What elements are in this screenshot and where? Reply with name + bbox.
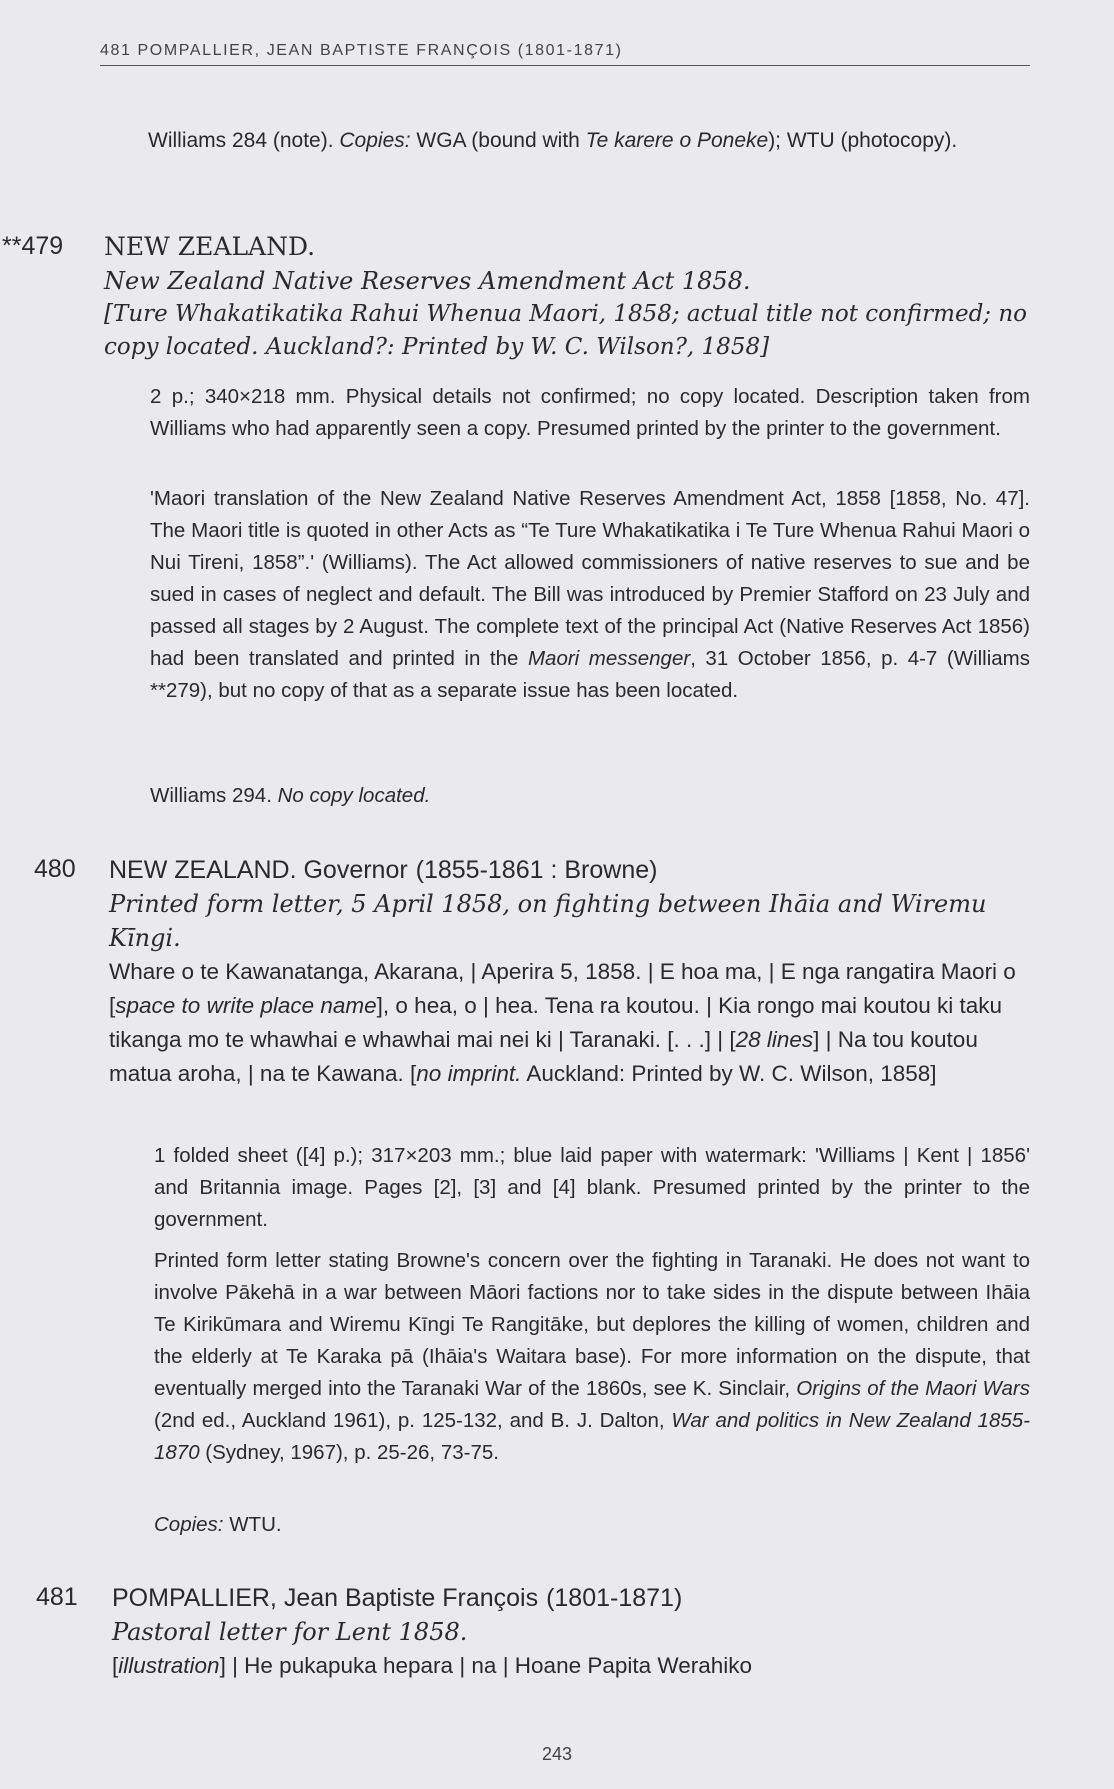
entry-480-note-italic-2: War and politics in New Zealand 1855-1870 (154, 1409, 1030, 1464)
entry-479-ref-italic: No copy located. (277, 784, 431, 807)
entry-479-note-end: , 31 October 1856, p. 4-7 (Williams **279), but no copy of that as a separate issue has been located. (150, 647, 1030, 702)
entry-481-transcription-italic: illustration (118, 1653, 220, 1678)
continuation-italic-title: Te karere o Poneke (585, 129, 769, 152)
entry-481-dates: (1801-1871) (546, 1584, 683, 1612)
entry-479-note-text: 'Maori translation of the New Zealand Native Reserves Amendment Act, 1858 [1858, No. 47]. The Maori title is quoted in other Acts as “Te Ture Whakatikatika i Te Ture Whenua Rahui Maori o Nui Tireni, 1858”.' (Williams). The Act allowed commissioners of native reserves to sue and be sued in cases of neglect and default. The Bill was introduced by Premier Stafford on 23 July and passed all stages by 2 August. The complete text of the principal Act (Native Reserves Act 1856) had been translated and printed in the (150, 487, 1030, 670)
header-rule (100, 65, 1030, 66)
entry-480-heading-block (109, 853, 1034, 1091)
entry-479-heading: NEW ZEALAND. (104, 232, 316, 261)
entry-480-title: Printed form letter, 5 April 1858, on fighting between Ihāia and Wiremu Kīngi. (109, 890, 987, 952)
entry-479-physical: 2 p.; 340×218 mm. Physical details not confirmed; no copy located. Description taken from Williams who had apparently seen a copy. Presumed printed by the printer to the government. (150, 385, 1030, 440)
entry-480-dates: (1855-1861 : Browne) (415, 856, 658, 884)
entry-480-transcription-italic-2: 28 lines (735, 1027, 814, 1052)
page-number: 243 (541, 1744, 573, 1764)
entry-480-copies (154, 1509, 1030, 1541)
entry-480-physical: 1 folded sheet ([4] p.); 317×203 mm.; blue laid paper with watermark: 'Williams | Kent | 1856' and Britannia image. Pages [2], [3] and [4] blank. Presumed printed by the printer to the government. (154, 1144, 1030, 1231)
entry-480-note-3: (Sydney, 1967), p. 25-26, 73-75. (199, 1441, 499, 1464)
entry-480-transcription-2: ], o hea, o | hea. Tena ra koutou. | Kia rongo mai koutou ki taku tikanga mo te whawhai e whawhai mai nei ki | Taranaki. [. . .] | [ (109, 993, 1003, 1052)
entry-480-note-2: (2nd ed., Auckland 1961), p. 125-132, and B. J. Dalton, (154, 1409, 672, 1432)
entry-480-copies-label: Copies: (154, 1513, 224, 1536)
entry-479-number: **479 (2, 232, 64, 260)
entry-479-ref (150, 780, 1030, 812)
entry-481-title: Pastoral letter for Lent 1858. (112, 1618, 468, 1646)
continuation-text (148, 124, 988, 157)
entry-479-note-italic: Maori messenger (527, 647, 691, 670)
entry-479-title: New Zealand Native Reserves Amendment Act 1858. (104, 267, 751, 295)
entry-479-ref-text: Williams 294. (150, 784, 278, 807)
entry-479-note (150, 483, 1030, 707)
continuation-ref: Williams 284 (note). (148, 129, 340, 152)
entry-480-transcription-italic-3: no imprint. (416, 1061, 522, 1086)
entry-480-transcription-4: Auckland: Printed by W. C. Wilson, 1858] (521, 1061, 937, 1086)
entry-481-number: 481 (36, 1583, 78, 1611)
entry-480-transcription (109, 955, 1034, 1091)
entry-481-heading: POMPALLIER, Jean Baptiste François (112, 1584, 539, 1612)
entry-481-transcription-text: ] | He pukapuka hepara | na | Hoane Papita Werahiko (219, 1653, 753, 1678)
entry-480-heading-line (109, 853, 1034, 887)
entry-480-transcription-italic-1: space to write place name (115, 993, 377, 1018)
entry-479-heading-block (104, 230, 1034, 364)
running-head: 481 POMPALLIER, JEAN BAPTISTE FRANÇOIS (1801-1871) (100, 42, 623, 59)
entry-480-heading: NEW ZEALAND. Governor (109, 856, 408, 884)
continuation-copies-label: Copies: (339, 129, 411, 152)
entry-481-transcription: [illustration] | He pukapuka hepara | na | Hoane Papita Werahiko (112, 1653, 753, 1678)
entry-480-transcription-1: Whare o te Kawanatanga, Akarana, | Aperira 5, 1858. | E hoa ma, | E nga rangatira Maori o [ (109, 959, 1016, 1018)
entry-481-heading-line (112, 1581, 1034, 1615)
entry-480-note-1: Printed form letter stating Browne's concern over the fighting in Taranaki. He does not want to involve Pākehā in a war between Māori factions nor to take sides in the dispute between Ihāia Te Kirikūmara and Wiremu Kīngi Te Rangitāke, but deplores the killing of women, children and the elderly at Te Karaka pā (Ihāia's Waitara base). For more information on the dispute, that eventually merged into the Taranaki War of the 1860s, see K. Sinclair, (154, 1249, 1030, 1400)
entry-481-heading-block (112, 1581, 1034, 1683)
continuation-end: ); WTU (photocopy). (768, 129, 958, 152)
entry-480-copies-text: WTU. (223, 1513, 282, 1536)
entry-480-note (154, 1245, 1030, 1469)
entry-479-bracketed-title: [Ture Whakatikatika Rahui Whenua Maori, 1858; actual title not confirmed; no copy located. Auckland?: Printed by W. C. Wilson?, 1858] (104, 301, 1028, 360)
entry-480-transcription-3: ] | Na tou koutou matua aroha, | na te Kawana. [ (109, 1027, 978, 1086)
continuation-copies: WGA (bound with (410, 129, 586, 152)
entry-480-number: 480 (34, 855, 76, 883)
entry-480-note-italic-1: Origins of the Maori Wars (796, 1377, 1030, 1400)
